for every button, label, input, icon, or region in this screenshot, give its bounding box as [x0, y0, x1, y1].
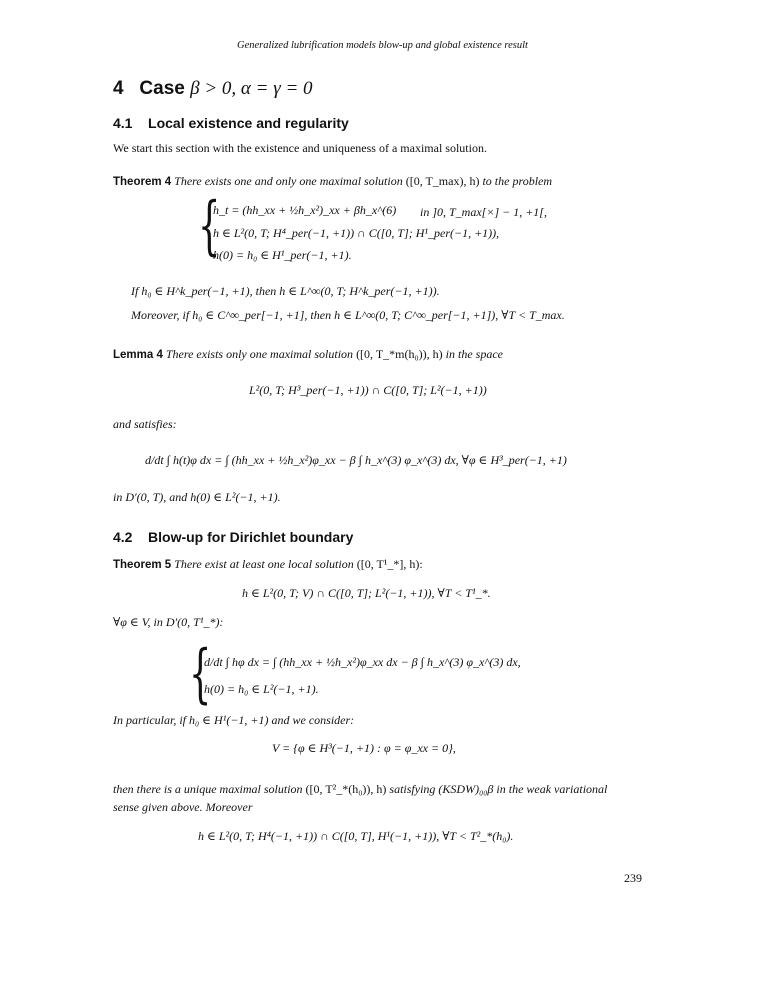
theorem-5-math-a: ([0, T¹_*], h):: [356, 557, 423, 571]
theorem-5-final-regularity: h ∈ L²(0, T; H⁴(−1, +1)) ∩ C([0, T], H¹(−1, +1)), ∀T < T²_*(h₀).: [198, 829, 514, 843]
lemma-4-statement: [113, 347, 503, 362]
theorem-4-text-b: to the problem: [482, 174, 553, 188]
theorem-4-math-a: ([0, T_max), h): [405, 174, 480, 188]
theorem-5-space: h ∈ L²(0, T; V) ∩ C([0, T]; L²(−1, +1)), ∀T < T¹_*.: [242, 586, 491, 600]
theorem-4-system-brace: {: [198, 189, 221, 263]
subsection-title: Blow-up for Dirichlet boundary: [148, 529, 354, 545]
lemma-4-in-line: in D′(0, T), and h(0) ∈ L²(−1, +1).: [113, 490, 281, 504]
theorem-5-then-text-c: sense given above. Moreover: [113, 800, 253, 814]
theorem-5-system-brace: {: [189, 637, 212, 711]
lemma-4-space: L²(0, T; H³_per(−1, +1)) ∩ C([0, T]; L²(−1, +1)): [249, 383, 487, 397]
theorem-5-V-definition: V = {φ ∈ H³(−1, +1) : φ = φ_xx = 0},: [272, 741, 456, 755]
subsection-4-1-heading: [113, 115, 349, 131]
theorem-5-then-text-b: satisfying (KSDW)₀₀β in the weak variational: [389, 782, 608, 796]
theorem-5-particular: In particular, if h₀ ∈ H¹(−1, +1) and we consider:: [113, 713, 355, 727]
theorem-5-label: Theorem 5: [113, 559, 172, 571]
theorem-4-if-line: If h₀ ∈ H^k_per(−1, +1), then h ∈ L^∞(0, T; H^k_per(−1, +1)).: [131, 284, 440, 298]
lemma-4-text-b: in the space: [445, 347, 503, 361]
intro-paragraph: We start this section with the existence and uniqueness of a maximal solution.: [113, 141, 487, 155]
theorem-5-text-a: There exist at least one local solution: [174, 557, 354, 571]
theorem-4-moreover-line: Moreover, if h₀ ∈ C^∞_per[−1, +1], then h ∈ L^∞(0, T; C^∞_per[−1, +1]), ∀T < T_max.: [131, 308, 565, 322]
theorem-5-forall-line: ∀φ ∈ V, in D′(0, T¹_*):: [113, 615, 224, 629]
theorem-4-label: Theorem 4: [113, 176, 172, 188]
subsection-number: 4.1: [113, 115, 133, 131]
lemma-4-text-a: There exists only one maximal solution: [165, 347, 354, 361]
subsection-title: Local existence and regularity: [148, 115, 349, 131]
theorem-5-then-line: [113, 782, 607, 797]
subsection-4-2-heading: [113, 529, 353, 545]
section-title-prefix: Case: [139, 78, 185, 99]
theorem-4-system-line-1: h_t = (hh_xx + ½h_x²)_xx + βh_x^(6): [213, 203, 397, 217]
lemma-4-math-a: ([0, T_*m(h₀)), h): [356, 347, 443, 361]
running-head: Generalized lubrification models blow-up and global existence result: [237, 40, 528, 51]
theorem-4-text-a: There exists one and only one maximal solution: [174, 174, 403, 188]
subsection-number: 4.2: [113, 529, 133, 545]
theorem-4-system-line-1-note: in ]0, T_max[×] − 1, +1[,: [420, 205, 547, 219]
lemma-4-label: Lemma 4: [113, 349, 163, 361]
lemma-4-and-satisfies: and satisfies:: [113, 417, 177, 431]
theorem-4-system-line-3: h(0) = h₀ ∈ H¹_per(−1, +1).: [213, 248, 352, 262]
theorem-4-statement: [113, 174, 552, 189]
theorem-5-then-text-a: then there is a unique maximal solution: [113, 782, 303, 796]
page-number: 239: [624, 871, 642, 885]
theorem-5-then-math: ([0, T²_*(h₀)), h): [305, 782, 387, 796]
theorem-5-statement: [113, 557, 423, 572]
theorem-5-system-line-2: h(0) = h₀ ∈ L²(−1, +1).: [204, 682, 319, 696]
section-title-math: β > 0, α = γ = 0: [190, 78, 313, 99]
theorem-4-system-line-2: h ∈ L²(0, T; H⁴_per(−1, +1)) ∩ C([0, T]; H¹_per(−1, +1)),: [213, 226, 500, 240]
section-heading: [113, 78, 313, 100]
theorem-5-system-line-1: d/dt ∫ hφ dx = ∫ (hh_xx + ½h_x²)φ_xx dx − β ∫ h_x^(3) φ_x^(3) dx,: [204, 655, 521, 669]
section-number: 4: [113, 78, 124, 99]
lemma-4-equation: d/dt ∫ h(t)φ dx = ∫ (hh_xx + ½h_x²)φ_xx − β ∫ h_x^(3) φ_x^(3) dx, ∀φ ∈ H³_per(−1, +1): [145, 453, 567, 467]
